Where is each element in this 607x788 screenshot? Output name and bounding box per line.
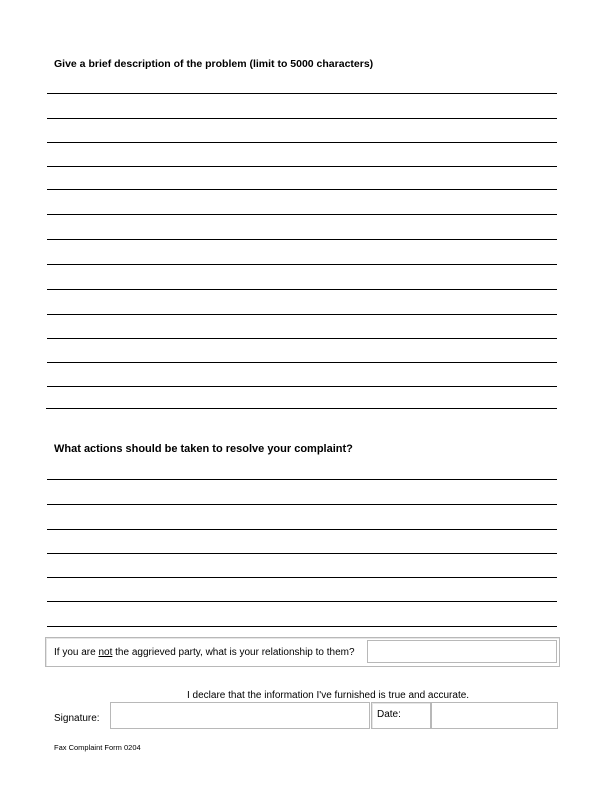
actions-heading: What actions should be taken to resolve your complaint? bbox=[54, 443, 353, 455]
write-line[interactable] bbox=[47, 338, 557, 339]
write-line[interactable] bbox=[47, 386, 557, 387]
relationship-label bbox=[54, 647, 355, 658]
relationship-label-prefix: If you are bbox=[54, 647, 99, 658]
declaration-text: I declare that the information I've furnished is true and accurate. bbox=[187, 690, 470, 701]
write-line[interactable] bbox=[47, 362, 557, 363]
write-line[interactable] bbox=[47, 264, 557, 265]
write-line[interactable] bbox=[47, 239, 557, 240]
signature-input[interactable] bbox=[110, 702, 370, 729]
write-line[interactable] bbox=[47, 314, 557, 315]
write-line[interactable] bbox=[47, 479, 557, 480]
write-line[interactable] bbox=[47, 577, 557, 578]
write-line[interactable] bbox=[47, 601, 557, 602]
write-line[interactable] bbox=[47, 626, 557, 627]
write-line[interactable] bbox=[47, 93, 557, 94]
form-id-footer: Fax Complaint Form 0204 bbox=[54, 743, 141, 752]
description-heading: Give a brief description of the problem (limit to 5000 characters) bbox=[54, 58, 374, 70]
relationship-input[interactable] bbox=[367, 640, 557, 663]
date-input[interactable] bbox=[431, 702, 558, 729]
write-line[interactable] bbox=[47, 553, 557, 554]
write-line[interactable] bbox=[47, 189, 557, 190]
write-line[interactable] bbox=[46, 408, 557, 409]
date-label: Date: bbox=[377, 709, 401, 720]
relationship-label-suffix: the aggrieved party, what is your relationship to them? bbox=[112, 647, 355, 658]
write-line[interactable] bbox=[47, 142, 557, 143]
write-line[interactable] bbox=[47, 214, 557, 215]
signature-label: Signature: bbox=[54, 713, 100, 724]
write-line[interactable] bbox=[47, 504, 557, 505]
relationship-label-emphasis: not bbox=[98, 647, 113, 658]
write-line[interactable] bbox=[47, 166, 557, 167]
write-line[interactable] bbox=[47, 529, 557, 530]
write-line[interactable] bbox=[47, 289, 557, 290]
write-line[interactable] bbox=[47, 118, 557, 119]
